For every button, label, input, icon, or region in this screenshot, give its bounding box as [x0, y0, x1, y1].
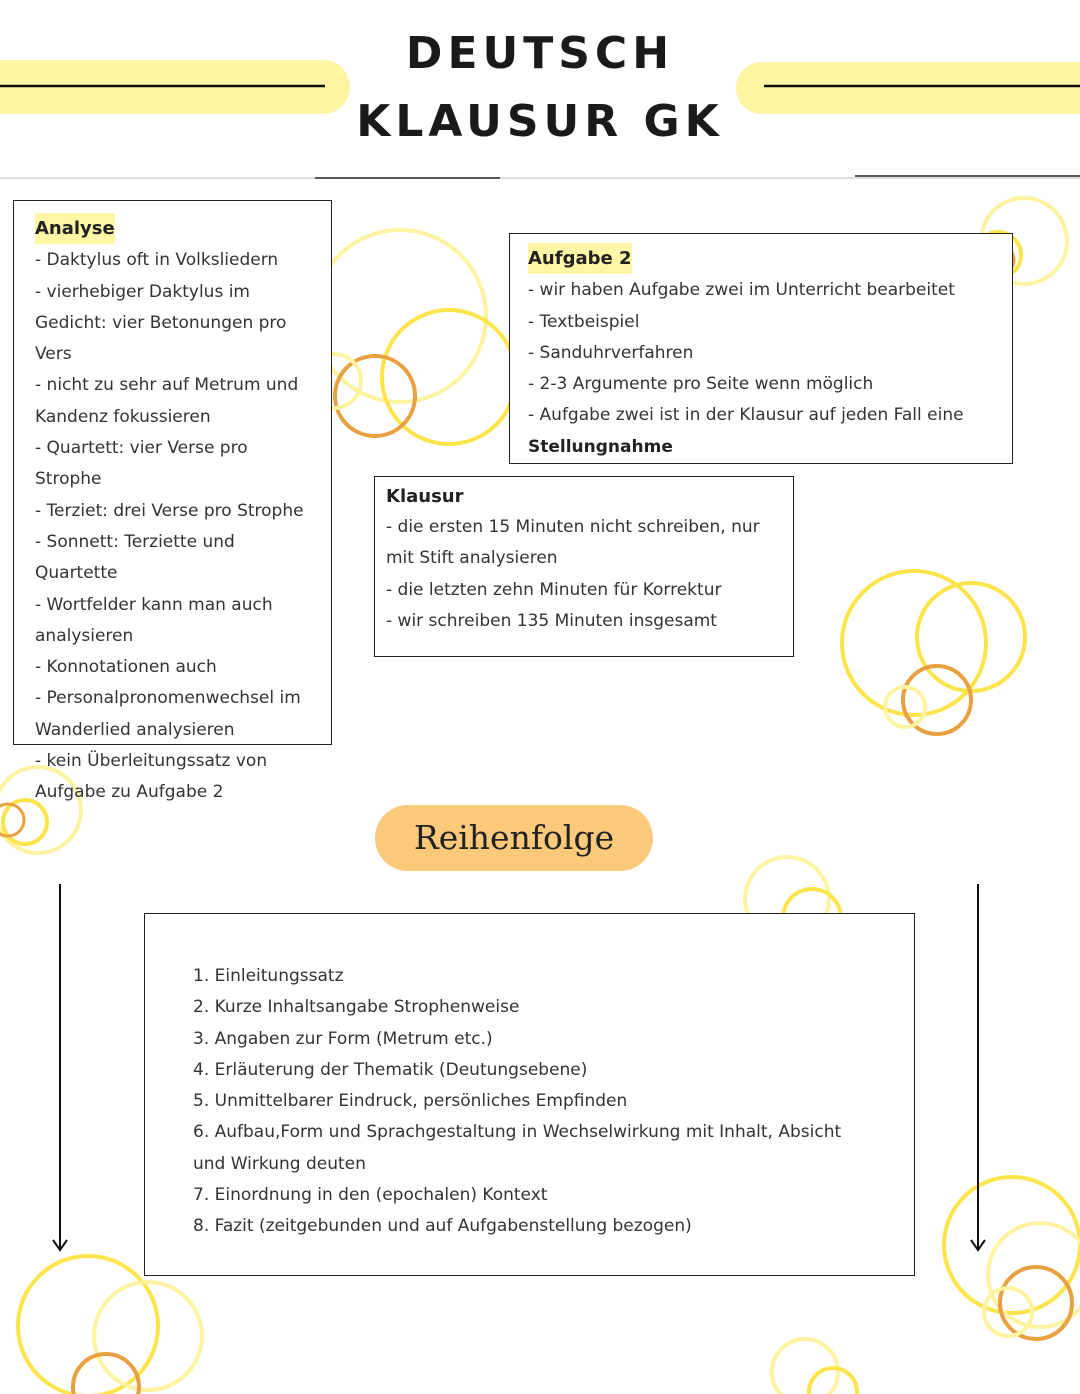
- list-item: - Textbeispiel: [528, 311, 640, 332]
- list-item: - vierhebiger Daktylus im Gedicht: vier Betonungen pro Vers: [35, 281, 287, 365]
- list-item: - Terziet: drei Verse pro Strophe: [35, 500, 304, 521]
- reihenfolge-list: [193, 961, 874, 1243]
- list-item: 6. Aufbau,Form und Sprachgestaltung in Wechselwirkung mit Inhalt, Absicht und Wirkung deuten: [193, 1122, 842, 1174]
- analyse-list: [35, 245, 319, 808]
- list-item: 4. Erläuterung der Thematik (Deutungsebene): [193, 1059, 588, 1080]
- list-item: - Personalpronomenwechsel im Wanderlied analysieren: [35, 688, 301, 740]
- aufgabe2-heading: Aufgabe 2: [528, 243, 632, 274]
- reihenfolge-heading: Reihenfolge: [375, 805, 653, 871]
- list-item: - Quartett: vier Verse pro Strophe: [35, 438, 248, 490]
- klausur-box: [374, 476, 794, 657]
- page-title-line-1: DEUTSCH: [405, 28, 675, 79]
- klausur-heading: Klausur: [386, 486, 464, 507]
- list-item: - die ersten 15 Minuten nicht schreiben, nur mit Stift analysieren: [386, 517, 760, 569]
- list-item: 8. Fazit (zeitgebunden und auf Aufgabenstellung bezogen): [193, 1216, 692, 1237]
- list-item: - Sanduhrverfahren: [528, 342, 694, 363]
- list-item: - Konnotationen auch: [35, 657, 217, 678]
- deco-circle: [335, 356, 415, 436]
- list-item: - Sonnett: Terziette und Quartette: [35, 531, 235, 584]
- list-item: - die letzten zehn Minuten für Korrektur: [386, 579, 722, 600]
- list-item-emphasis: Stellungnahme: [528, 436, 673, 457]
- analyse-heading: Analyse: [35, 213, 115, 244]
- list-item: - wir haben Aufgabe zwei im Unterricht bearbeitet: [528, 280, 955, 301]
- list-item: - nicht zu sehr auf Metrum und Kandenz fokussieren: [35, 375, 299, 427]
- list-item: - Wortfelder kann man auch analysieren: [35, 594, 273, 646]
- klausur-list: [386, 512, 781, 637]
- list-item: - wir schreiben 135 Minuten insgesamt: [386, 610, 717, 631]
- list-item: - 2-3 Argumente pro Seite wenn möglich: [528, 374, 874, 395]
- deco-circle: [944, 1177, 1080, 1313]
- list-item: 3. Angaben zur Form (Metrum etc.): [193, 1028, 493, 1049]
- list-item: 5. Unmittelbarer Eindruck, persönliches Empfinden: [193, 1091, 628, 1112]
- analyse-box: [13, 200, 332, 803]
- aufgabe2-list: [528, 275, 1000, 463]
- list-item: - Aufgabe zwei ist in der Klausur auf jeden Fall eine: [528, 405, 964, 426]
- highlight-bar-right: [736, 62, 1080, 114]
- list-item: 1. Einleitungssatz: [193, 966, 344, 986]
- deco-circle: [94, 1282, 202, 1390]
- aufgabe2-box: [509, 233, 1013, 464]
- deco-circle: [842, 571, 986, 715]
- list-item: - kein Überleitungssatz von Aufgabe zu Aufgabe 2: [35, 751, 268, 803]
- list-item: 2. Kurze Inhaltsangabe Strophenweise: [193, 997, 520, 1018]
- list-item: 7. Einordnung in den (epochalen) Kontext: [193, 1185, 548, 1206]
- reihenfolge-box: [144, 913, 915, 1276]
- page-title-line-2: KLAUSUR GK: [356, 96, 724, 147]
- list-item: - Daktylus oft in Volksliedern: [35, 250, 279, 271]
